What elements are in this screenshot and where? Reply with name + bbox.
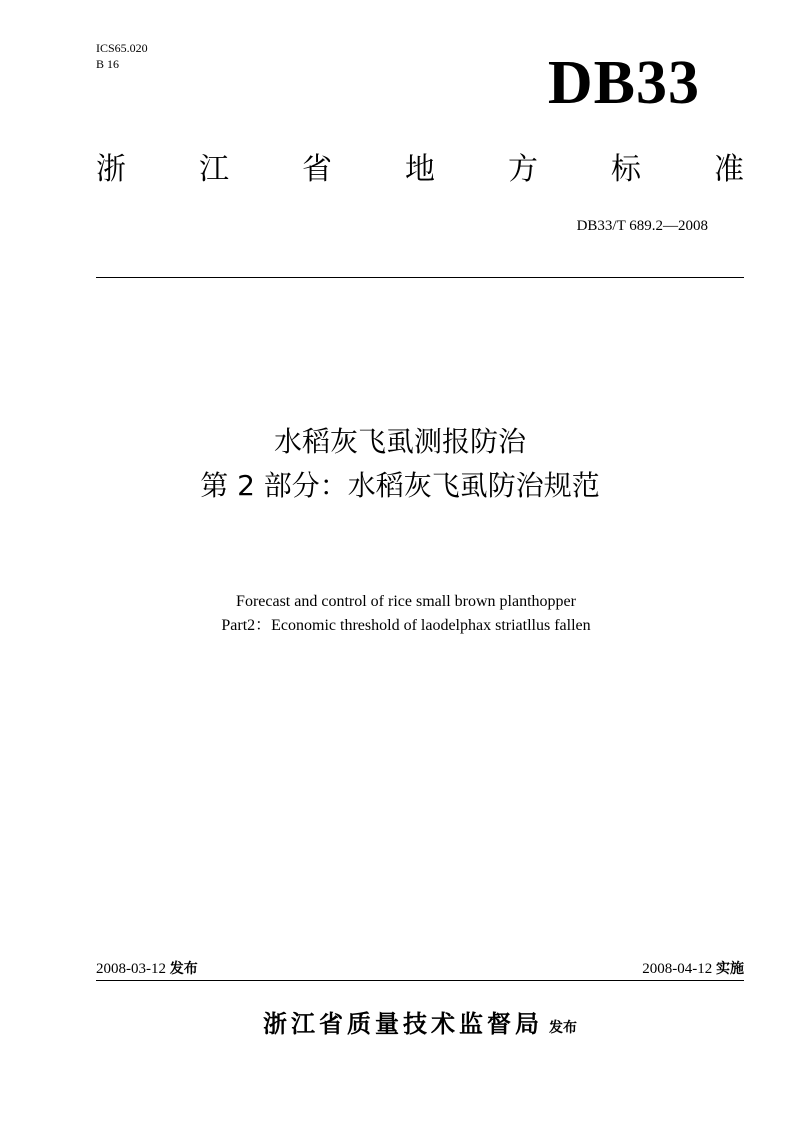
standard-type-char: 方 — [508, 152, 538, 187]
release-label: 发布 — [169, 961, 198, 977]
standard-type-char: 标 — [611, 152, 641, 187]
standard-type-char: 准 — [714, 152, 744, 187]
ics-code: ICS65.020 — [96, 41, 148, 55]
header-divider — [96, 277, 744, 278]
implement-info — [642, 958, 744, 980]
issuer-label: 发布 — [549, 1020, 577, 1036]
implement-label: 实施 — [716, 961, 744, 977]
release-info — [96, 958, 198, 980]
standard-type-char: 地 — [405, 152, 435, 187]
classification-codes — [96, 40, 148, 72]
footer-divider — [96, 980, 744, 981]
english-title — [0, 590, 800, 638]
issuer-line — [0, 1004, 800, 1039]
standard-type-char: 省 — [302, 152, 332, 187]
standard-type-char: 浙 — [96, 152, 126, 187]
english-title-line-1: Forecast and control of rice small brown planthopper — [236, 593, 576, 610]
ccs-code: B 16 — [96, 57, 120, 71]
title-line-2: 第 2 部分：水稻灰飞虱防治规范 — [200, 469, 600, 502]
implement-date: 2008-04-12 — [642, 961, 713, 977]
title-line-1: 水稻灰飞虱测报防治 — [273, 425, 526, 458]
date-row — [96, 958, 744, 980]
standard-type-heading — [96, 150, 744, 190]
release-date: 2008-03-12 — [96, 961, 166, 977]
standard-type-char: 江 — [199, 152, 229, 187]
issuer-name: 浙江省质量技术监督局 — [263, 1010, 543, 1038]
document-title — [0, 420, 800, 508]
english-title-line-2: Part2：Economic threshold of laodelphax striatllus fallen — [221, 617, 591, 634]
standard-code-mark: DB33 — [547, 49, 700, 117]
standard-number: DB33/T 689.2—2008 — [576, 218, 708, 234]
